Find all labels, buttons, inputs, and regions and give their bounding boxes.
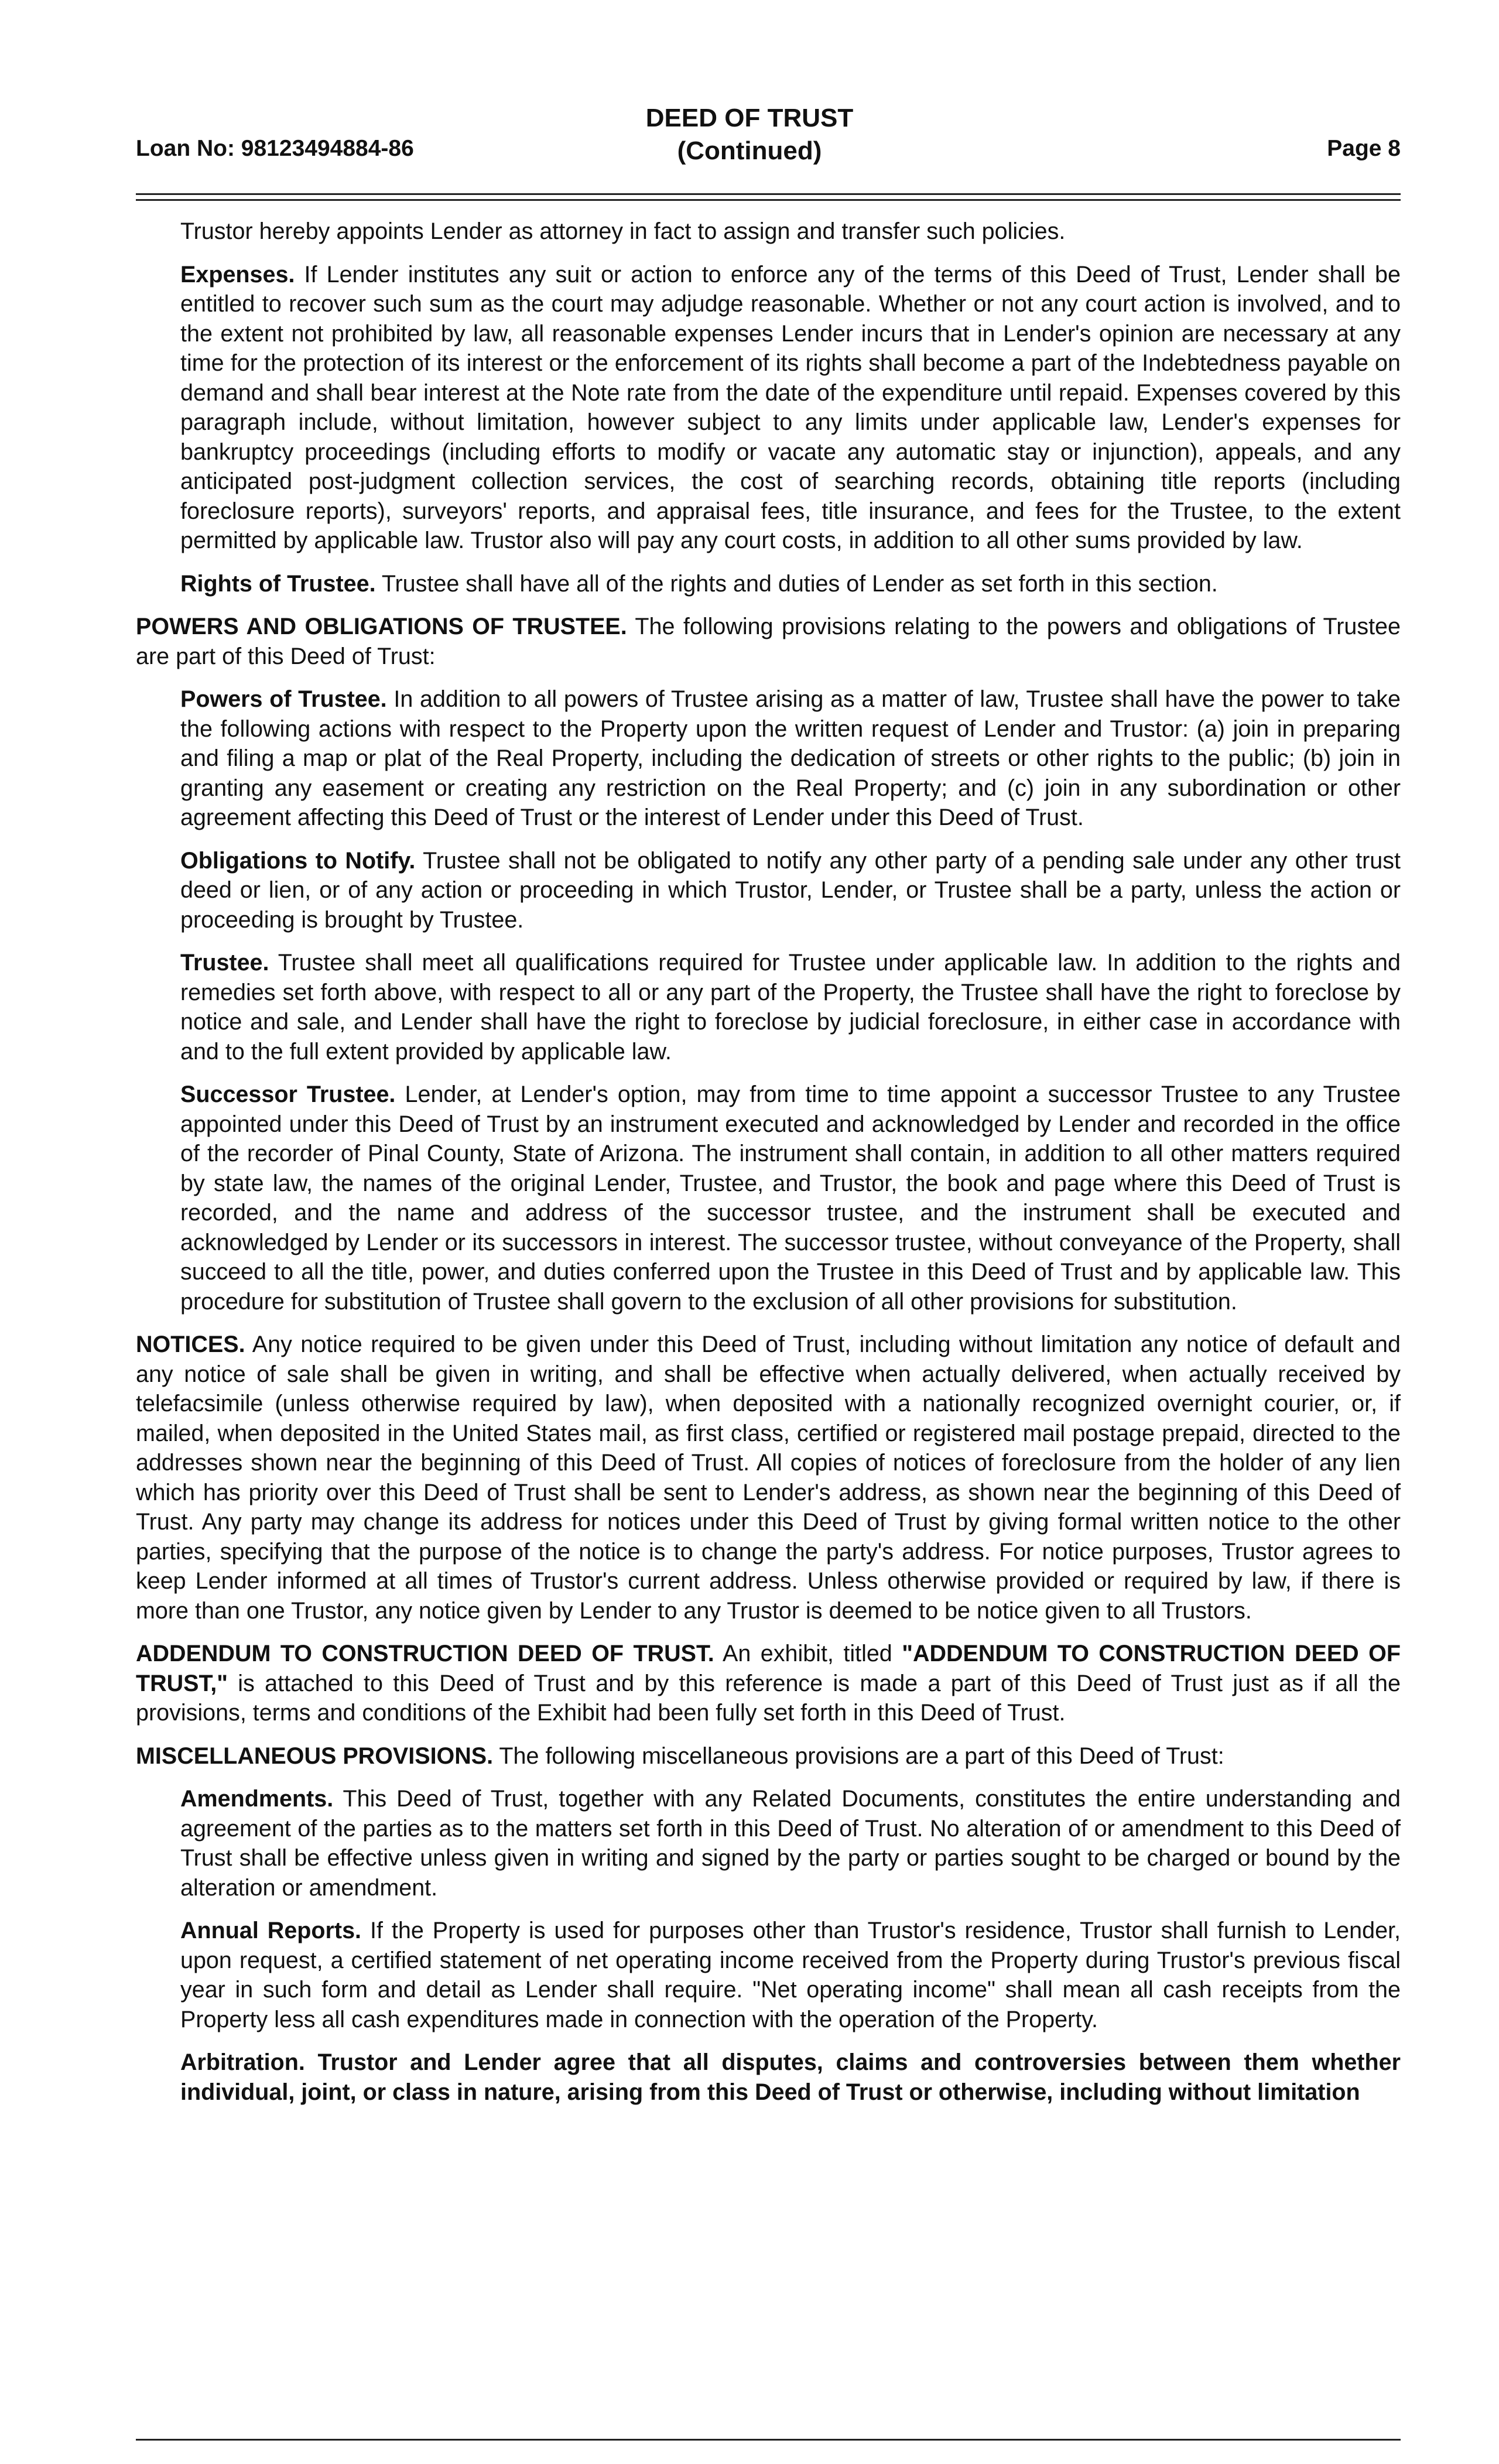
heading-successor-trustee: Successor Trustee.: [180, 1082, 396, 1107]
paragraph-notices: [136, 1330, 1401, 1625]
text-powers-obligations: The following provisions relating to the powers and obligations of Trustee are part of this Deed of Trust:: [136, 614, 1401, 669]
page-number: Page 8: [1327, 136, 1401, 161]
paragraph-policies: Trustor hereby appoints Lender as attorney in fact to assign and transfer such policies.: [180, 218, 1066, 244]
text-notices: Any notice required to be given under this Deed of Trust, including without limitation any notice of default and any notice of sale shall be given in writing, and shall be effective when actually delivered, when actually received by telefacsimile (unless otherwise required by law), when deposited with a nationally recognized overnight courier, or, if mailed, when deposited in the United States mail, as first class, certified or registered mail postage prepaid, directed to the addresses shown near the beginning of this Deed of Trust. All copies of notices of foreclosure from the holder of any lien which has priority over this Deed of Trust shall be sent to Lender's address, as shown near the beginning of this Deed of Trust. Any party may change its address for notices under this Deed of Trust by giving formal written notice to the other parties, specifying that the purpose of the notice is to change the party's address. For notice purposes, Trustor agrees to keep Lender informed at all times of Trustor's current address. Unless otherwise provided or required by law, if there is more than one Trustor, any notice given by Lender to any Trustor is deemed to be notice given to all Trustors.: [136, 1332, 1401, 1624]
title-line-1: DEED OF TRUST: [645, 104, 854, 132]
text-addendum-b: is attached to this Deed of Trust and by this reference is made a part of this Deed of Trust just as if all the provisions, terms and conditions of the Exhibit had been fully set forth in this Deed of Trust.: [136, 1670, 1401, 1726]
text-powers-of-trustee: In addition to all powers of Trustee arising as a matter of law, Trustee shall have the power to take the following actions with respect to the Property upon the written request of Lender and Trustor: (a) join in preparing and filing a map or plat of the Real Property, including the dedication of streets or other rights to the public; (b) join in granting any easement or creating any restriction on the Real Property; and (c) join in any subordination or other agreement affecting this Deed of Trust or the interest of Lender under this Deed of Trust.: [180, 686, 1401, 830]
heading-arbitration: Arbitration.: [180, 2049, 305, 2075]
heading-obligations-to-notify: Obligations to Notify.: [180, 847, 416, 874]
text-amendments: This Deed of Trust, together with any Related Documents, constitutes the entire understanding and agreement of the parties as to the matters set forth in this Deed of Trust. No alteration of or amendment to this Deed of Trust shall be effective unless given in writing and signed by the party or parties sought to be charged or bound by the alteration or amendment.: [180, 1786, 1401, 1901]
header-rule-bottom: [136, 199, 1401, 201]
heading-rights-of-trustee: Rights of Trustee.: [180, 570, 376, 597]
document-body: [136, 217, 1401, 2120]
heading-addendum: ADDENDUM TO CONSTRUCTION DEED OF TRUST.: [136, 1641, 714, 1666]
heading-trustee: Trustee.: [180, 950, 269, 976]
text-arbitration: Trustor and Lender agree that all disputes, claims and controversies between them whether individual, joint, or class in nature, arising from this Deed of Trust or otherwise, including without limitation: [180, 2049, 1401, 2105]
loan-number: Loan No: 98123494884-86: [136, 136, 414, 161]
paragraph-amendments: [180, 1784, 1401, 1902]
text-miscellaneous: The following miscellaneous provisions are a part of this Deed of Trust:: [493, 1743, 1224, 1769]
header-rule-top: [136, 193, 1401, 195]
paragraph-expenses: [180, 260, 1401, 556]
paragraph-rights-of-trustee: [180, 569, 1401, 599]
page-header: [0, 100, 1499, 176]
paragraph-miscellaneous: [136, 1741, 1401, 1771]
paragraph-obligations-to-notify: [180, 846, 1401, 935]
paragraph-addendum: [136, 1639, 1401, 1728]
title-line-2: (Continued): [677, 136, 822, 165]
text-expenses: If Lender institutes any suit or action to enforce any of the terms of this Deed of Trust, Lender shall be entitled to recover such sum as the court may adjudge reasonable. Whether or not any court action is involved, and to the extent not prohibited by law, all reasonable expenses Lender incurs that in Lender's opinion are necessary at any time for the protection of its interest or the enforcement of its rights shall become a part of the Indebtedness payable on demand and shall bear interest at the Note rate from the date of the expenditure until repaid. Expenses covered by this paragraph include, without limitation, however subject to any limits under applicable law, Lender's expenses for bankruptcy proceedings (including efforts to modify or vacate any automatic stay or injunction), appeals, and any anticipated post-judgment collection services, the cost of searching records, obtaining title reports (including foreclosure reports), surveyors' reports, and appraisal fees, title insurance, and fees for the Trustee, to the extent permitted by applicable law. Trustor also will pay any court costs, in addition to all other sums provided by law.: [180, 261, 1401, 553]
paragraph-trustee: [180, 948, 1401, 1066]
paragraph-annual-reports: [180, 1916, 1401, 2034]
footer-rule: [136, 2439, 1401, 2441]
heading-notices: NOTICES.: [136, 1332, 245, 1357]
text-obligations-to-notify: Trustee shall not be obligated to notify any other party of a pending sale under any other trust deed or lien, or of any action or proceeding in which Trustor, Lender, or Trustee shall be a party, unless the action or proceeding is brought by Trustee.: [180, 847, 1401, 933]
heading-annual-reports: Annual Reports.: [180, 1918, 362, 1943]
heading-expenses: Expenses.: [180, 261, 295, 288]
text-successor-trustee: Lender, at Lender's option, may from time to time appoint a successor Trustee to any Trustee appointed under this Deed of Trust by an instrument executed and acknowledged by Lender and recorded in the office of the recorder of Pinal County, State of Arizona. The instrument shall contain, in addition to all other matters required by state law, the names of the original Lender, Trustee, and Trustor, the book and page where this Deed of Trust is recorded, and the name and address of the successor trustee, and the instrument shall be executed and acknowledged by Lender or its successors in interest. The successor trustee, without conveyance of the Property, shall succeed to all the title, power, and duties conferred upon the Trustee in this Deed of Trust and by applicable law. This procedure for substitution of Trustee shall govern to the exclusion of all other provisions for substitution.: [180, 1082, 1401, 1315]
paragraph-powers-obligations: [136, 612, 1401, 671]
text-addendum-a: An exhibit, titled: [714, 1641, 902, 1666]
text-trustee: Trustee shall meet all qualifications required for Trustee under applicable law. In addition to the rights and remedies set forth above, with respect to all or any part of the Property, the Trustee shall have the right to foreclose by notice and sale, and Lender shall have the right to foreclose by judicial foreclosure, in either case in accordance with and to the full extent provided by applicable law.: [180, 950, 1401, 1065]
text-rights-of-trustee: Trustee shall have all of the rights and duties of Lender as set forth in this section.: [375, 570, 1218, 597]
paragraph-arbitration: [180, 2048, 1401, 2107]
heading-amendments: Amendments.: [180, 1786, 334, 1812]
heading-miscellaneous: MISCELLANEOUS PROVISIONS.: [136, 1743, 494, 1769]
document-title: [0, 102, 1499, 167]
addendum-exhibit-title: "ADDENDUM TO CONSTRUCTION DEED OF TRUST,": [136, 1641, 1401, 1696]
paragraph-successor-trustee: [180, 1080, 1401, 1316]
heading-powers-of-trustee: Powers of Trustee.: [180, 686, 387, 712]
paragraph-powers-of-trustee: [180, 685, 1401, 833]
heading-powers-obligations: POWERS AND OBLIGATIONS OF TRUSTEE.: [136, 614, 627, 639]
text-annual-reports: If the Property is used for purposes other than Trustor's residence, Trustor shall furnish to Lender, upon request, a certified statement of net operating income received from the Property during Trustor's previous fiscal year in such form and detail as Lender shall require. "Net operating income" shall mean all cash receipts from the Property less all cash expenditures made in connection with the operation of the Property.: [180, 1918, 1401, 2032]
